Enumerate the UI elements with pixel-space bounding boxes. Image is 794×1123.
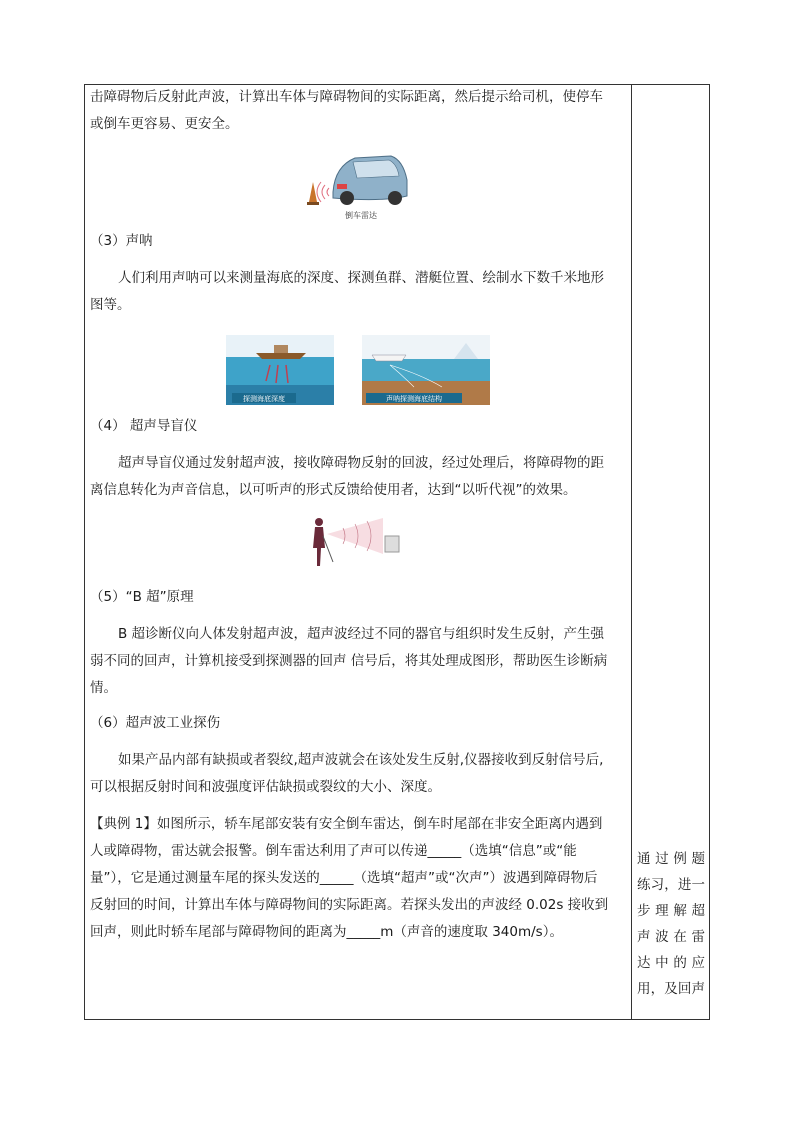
- column-divider: [631, 84, 632, 1020]
- section-5-heading: （5）“B 超”原理: [90, 589, 194, 605]
- note-line: 达中的应: [637, 955, 705, 971]
- section-6-line-1: 如果产品内部有缺损或者裂纹,超声波就会在该处发生反射,仪器接收到反射信号后,: [118, 752, 604, 768]
- example-line-2: 人或障碍物，雷达就会报警。倒车雷达利用了声可以传递_____（选填“信息”或“能: [90, 843, 577, 859]
- example-block: [90, 811, 626, 946]
- section-5-line-3: 情。: [90, 680, 117, 696]
- reversing-radar-figure: [303, 144, 413, 224]
- intro-line-2: 或倒车更容易、更安全。: [90, 116, 239, 132]
- car-illustration: [333, 156, 407, 205]
- seabed-structure-figure: [362, 335, 490, 405]
- person-silhouette: [313, 518, 333, 566]
- section-5-line-2: 弱不同的回声，计算机接受到探测器的回声 信号后，将其处理成图形，帮助医生诊断病: [90, 653, 608, 669]
- sea-depth-figure: [226, 335, 334, 405]
- example-line-5: 回声，则此时轿车尾部与障碍物间的距离为_____m（声音的速度取 340m/s）。: [90, 924, 563, 940]
- section-3-line-2: 图等。: [90, 297, 131, 313]
- section-4-line-2: 离信息转化为声音信息，以可听声的形式反馈给使用者，达到“以听代视”的效果。: [90, 482, 577, 498]
- section-4-heading: （4） 超声导盲仪: [90, 418, 198, 434]
- section-6-heading: （6）超声波工业探伤: [90, 715, 221, 731]
- section-3-heading: （3）声呐: [90, 233, 153, 249]
- section-4-line-1: 超声导盲仪通过发射超声波，接收障碍物反射的回波，经过处理后，将障碍物的距: [118, 455, 604, 471]
- figure-caption: 倒车雷达: [345, 211, 377, 220]
- figure-caption: 探测海底深度: [243, 395, 285, 403]
- note-line: 通过例题: [637, 851, 705, 867]
- example-line-3: 量”），它是通过测量车尾的探头发送的_____（选填“超声”或“次声”）波遇到障碍物后: [90, 870, 598, 886]
- note-line: 声波在雷: [637, 929, 705, 945]
- example-line-4: 反射回的时间，计算出车体与障碍物间的实际距离。若探头发出的声波经 0.02s 接收到: [90, 897, 609, 913]
- ultrasonic-guide-figure: [303, 514, 413, 578]
- note-line: 用，及回声: [637, 981, 705, 997]
- main-column: [90, 84, 626, 946]
- sonar-figures: [90, 335, 626, 405]
- note-line: 练习，进一: [637, 877, 705, 893]
- obstacle: [385, 536, 399, 552]
- ultrasound-beam: [327, 518, 383, 554]
- example-line-1: 【典例 1】如图所示，轿车尾部安装有安全倒车雷达，倒车时尾部在非安全距离内遇到: [90, 816, 603, 832]
- section-5-line-1: B 超诊断仪向人体发射超声波，超声波经过不同的器官与组织时发生反射，产生强: [118, 626, 605, 642]
- intro-line-1: 击障碍物后反射此声波，计算出车体与障碍物间的实际距离，然后提示给司机，使停车: [90, 89, 603, 105]
- note-line: 步理解超: [637, 903, 705, 919]
- teaching-note: [637, 846, 705, 1002]
- section-6-line-2: 可以根据反射时间和波强度评估缺损或裂纹的大小、深度。: [90, 779, 441, 795]
- radar-waves: [317, 182, 329, 202]
- section-3-line-1: 人们利用声呐可以来测量海底的深度、探测鱼群、潜艇位置、绘制水下数千米地形: [118, 270, 604, 286]
- figure-caption: 声呐探测海底结构: [386, 395, 442, 403]
